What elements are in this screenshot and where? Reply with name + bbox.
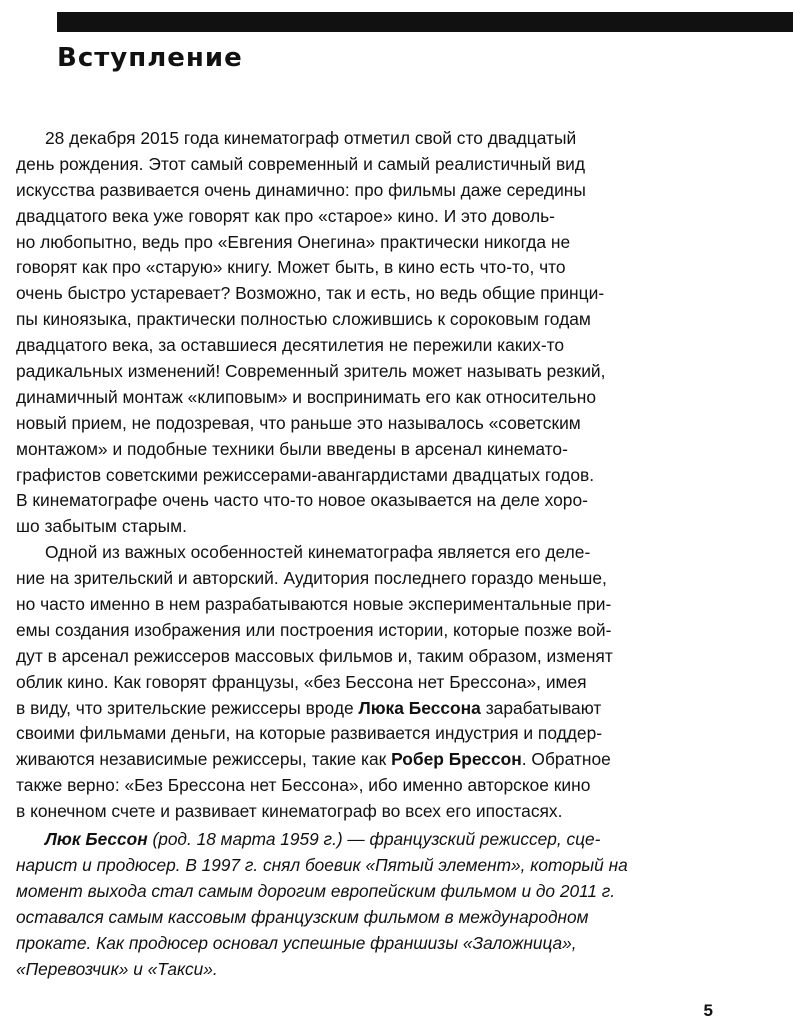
page-number: 5 [703,1001,713,1020]
text-line: дут в арсенал режиссеров массовых фильмов и, таким образом, изменят [16,645,613,666]
note-line-first [16,826,696,852]
text-fragment: живаются независимые режиссеры, такие как [16,749,392,770]
note-line: момент выхода стал самым дорогим европейским фильмом и до 2011 г. [16,881,616,902]
text-fragment: зарабатывают [480,697,602,718]
text-line: искусства развивается очень динамично: про фильмы даже середины [16,179,586,200]
text-line: в конечном счете и развивает кинематограф во всех его ипостасях. [16,801,563,822]
note-line: нарист и продюсер. В 1997 г. снял боевик «Пятый элемент», который на [16,855,628,876]
biography-note [16,826,696,983]
header-rule [57,12,793,32]
text-line: ние на зрительский и авторский. Аудитория последнего гораздо меньше, [16,568,607,589]
person-name-besson: Люка Бессона [358,697,481,718]
note-person-name: Люк Бессон [45,829,148,849]
text-fragment: . Обратное [521,749,611,770]
text-line: радикальных изменений! Современный зритель может называть резкий, [16,361,606,382]
text-line: также верно: «Без Брессона нет Бессона», ибо именно авторское кино [16,775,591,796]
text-line: очень быстро устаревает? Возможно, так и есть, но ведь общие принци- [16,283,605,304]
text-line: графистов советскими режиссерами-авангардистами двадцатых годов. [16,464,595,485]
note-line: прокате. Как продюсер основал успешные франшизы «Заложница», [16,933,577,954]
text-line: день рождения. Этот самый современный и самый реалистичный вид [16,153,586,174]
text-line: двадцатого века уже говорят как про «старое» кино. И это доволь- [16,205,555,226]
paragraph-2 [16,540,696,825]
text-line: новый прием, не подозревая, что раньше это называлось «советским [16,412,581,433]
note-line: «Перевозчик» и «Такси». [16,959,218,980]
text-line: Одной из важных особенностей кинематографа является его деле- [45,542,591,563]
text-fragment: в виду, что зрительские режиссеры вроде [16,697,359,718]
text-line: пы киноязыка, практически полностью сложившись к сороковым годам [16,309,591,330]
text-line: но любопытно, ведь про «Евгения Онегина» практически никогда не [16,231,571,252]
text-line: говорят как про «старую» книгу. Может быть, в кино есть что-то, что [16,257,566,278]
text-line: 28 декабря 2015 года кинематограф отметил свой сто двадцатый [45,128,577,148]
main-text [16,126,696,825]
paragraph-1 [16,126,696,540]
text-line-besson [16,696,696,722]
text-line: монтажом» и подобные техники были введены в арсенал кинемато- [16,438,568,459]
person-name-bresson: Робер Брессон [391,749,522,770]
text-line: В кинематографе очень часто что-то новое оказывается на деле хоро- [16,490,588,511]
text-fragment: (род. 18 марта 1959 г.) — французский режиссер, сце- [147,829,601,849]
text-line: динамичный монтаж «клиповым» и воспринимать его как относительно [16,386,596,407]
note-line: оставался самым кассовым французским фильмом в международном [16,907,589,928]
text-line: облик кино. Как говорят французы, «без Бессона нет Брессона», имея [16,671,587,692]
text-line: емы создания изображения или построения истории, которые позже вой- [16,619,612,640]
text-line-bresson [16,747,696,773]
text-line: двадцатого века, за оставшиеся десятилетия не пережили каких-то [16,335,565,356]
text-line: но часто именно в нем разрабатываются новые экспериментальные при- [16,594,612,615]
page-title: Вступление [57,43,243,73]
text-line: шо забытым старым. [16,516,187,537]
text-line: своими фильмами деньги, на которые развивается индустрия и поддер- [16,723,603,744]
